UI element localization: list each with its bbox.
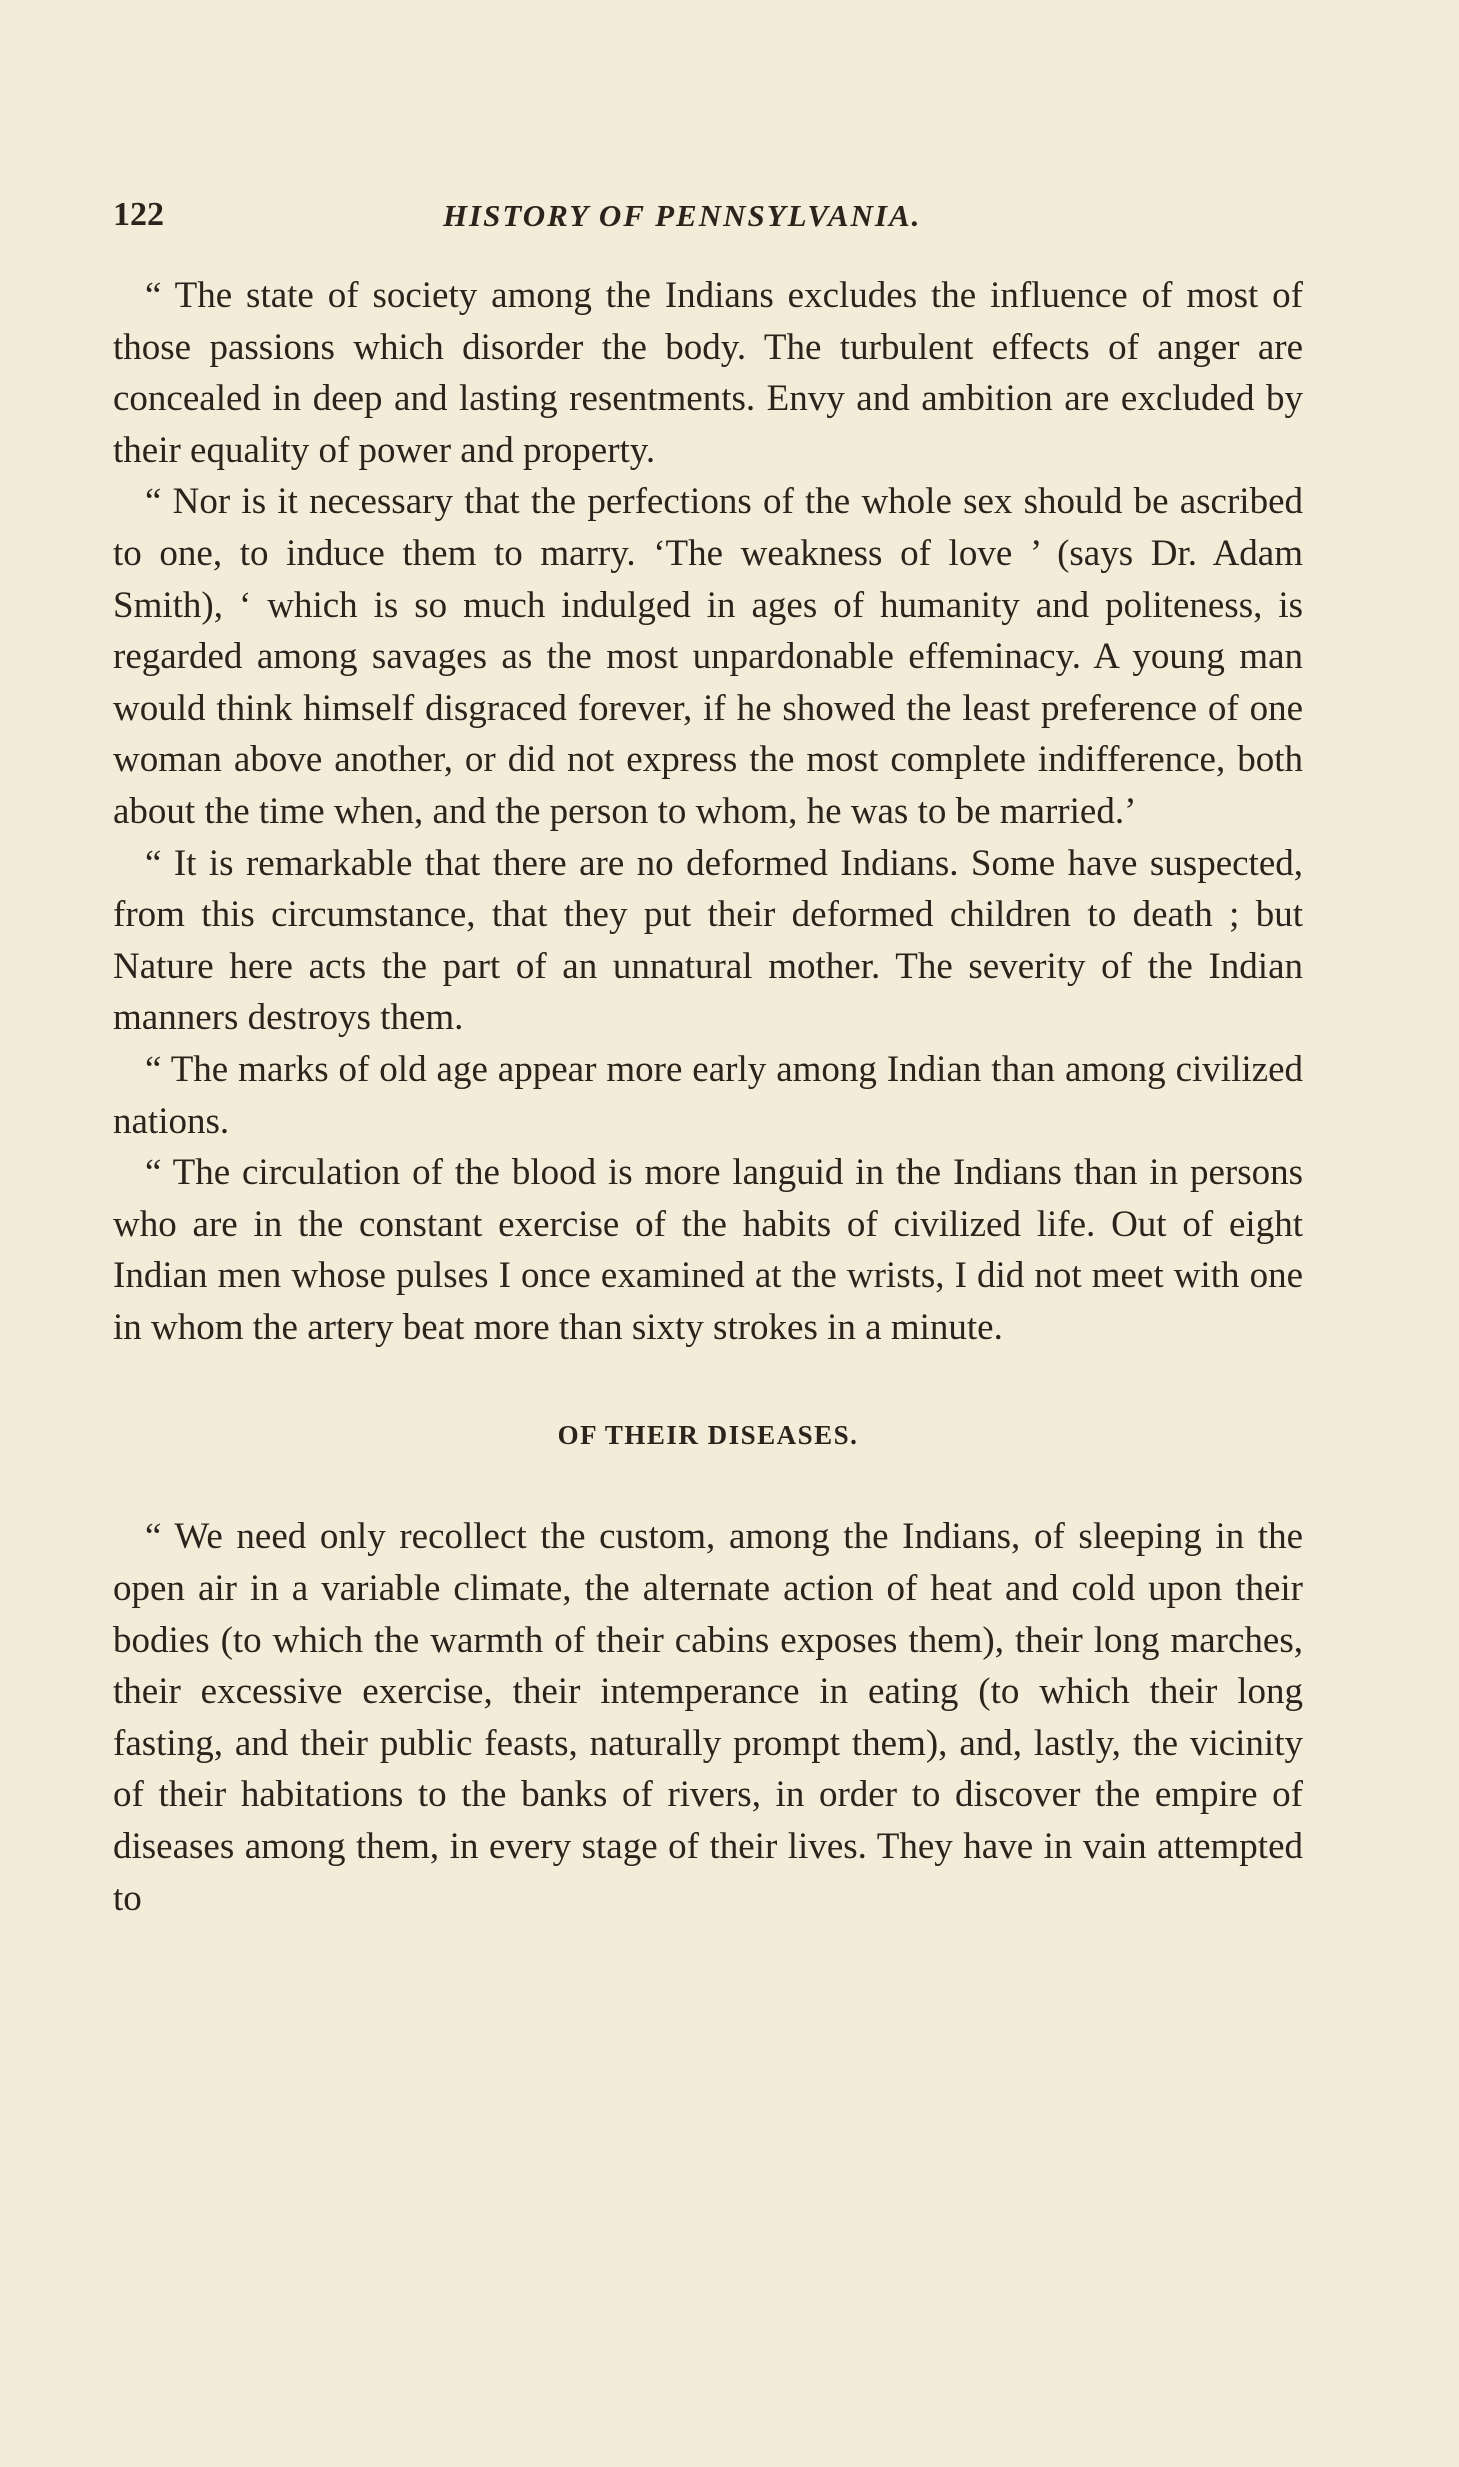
- paragraph-deformity: “ It is remarkable that there are no deformed Indians. Some have suspected, from this circumstance, that they put their deformed children to death ; but Nature here acts the part of an unnatural mother. The severity of the Indian manners destroys them.: [113, 842, 1303, 1039]
- paragraph-diseases: “ We need only recollect the custom, among the Indians, of sleeping in the open air in a variable climate, the alternate action of heat and cold upon their bodies (to which the warmth of their cabins exposes them), their long marches, their excessive exercise, their intemperance in eating (to which their long fasting, and their public feasts, naturally prompt them), and, lastly, the vicinity of their habitations to the banks of rivers, in order to discover the empire of diseases among them, in every stage of their lives. They have in vain attempted to: [113, 1516, 1303, 1919]
- paragraph-marriage: “ Nor is it necessary that the perfections of the whole sex should be ascribed to one, to induce them to marry. ‘The weakness of love ’ (says Dr. Adam Smith), ‘ which is so much indulged in ages of humanity and politeness, is regarded among savages as the most unpardonable effeminacy. A young man would think himself disgraced forever, if he showed the least preference of one woman above another, or did not express the most complete indifference, both about the time when, and the person to whom, he was to be married.’: [113, 481, 1303, 832]
- running-title: HISTORY OF PENNSYLVANIA.: [443, 198, 922, 233]
- page-number: 122: [113, 196, 164, 233]
- paragraph-society: “ The state of society among the Indians excludes the influence of most of those passions which disorder the body. The turbulent effects of anger are concealed in deep and lasting resentments. Envy and ambition are excluded by their equality of power and property.: [113, 275, 1303, 471]
- paragraph-old-age: “ The marks of old age appear more early among Indian than among civilized nations.: [113, 1048, 1303, 1142]
- paragraph-circulation: “ The circulation of the blood is more languid in the Indians than in persons who are in the constant exercise of the habits of civilized life. Out of eight Indian men whose pulses I once examined at the wrists, I did not meet with one in whom the artery beat more than sixty strokes in a minute.: [113, 1152, 1303, 1348]
- section-heading: OF THEIR DISEASES.: [557, 1420, 859, 1451]
- running-head: [113, 196, 1003, 246]
- body-text: [113, 270, 1303, 1924]
